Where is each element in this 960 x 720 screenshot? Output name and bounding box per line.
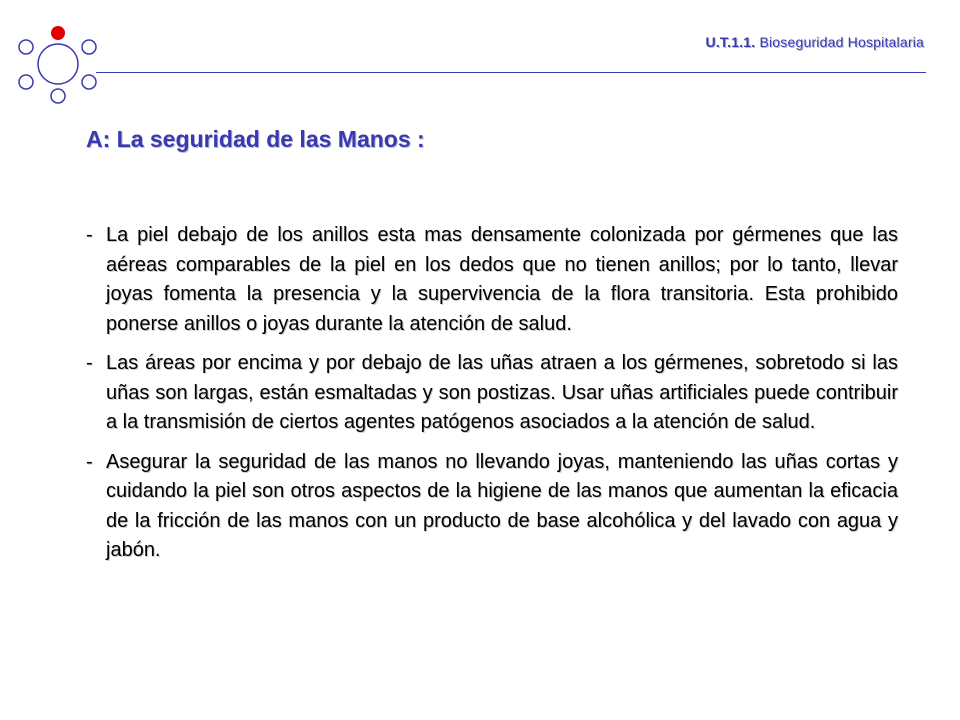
bullet-text: Asegurar la seguridad de las manos no llevando joyas, manteniendo las uñas cortas y cuidando la piel son otros aspectos de la higiene de las manos que aumentan la eficacia de la fricción de las manos con un producto de base alcohólica y del lavado con agua y jabón. <box>106 450 898 561</box>
slide-title: A: La seguridad de las Manos : <box>86 126 425 152</box>
bullet-marker: - <box>86 224 93 246</box>
bullet-marker: - <box>86 352 93 374</box>
bullet-text: La piel debajo de los anillos esta mas densamente colonizada por gérmenes que las aéreas comparables de la piel en los dedos que no tienen anillos; por lo tanto, llevar joyas fomenta la presencia y la supervivencia de la flora transitoria. Esta prohibido ponerse anillos o joyas durante la atención de salud. <box>106 224 898 335</box>
header-divider <box>96 72 926 73</box>
logo-circles-icon <box>10 20 100 110</box>
unit-subtitle: Bioseguridad Hospitalaria <box>759 34 924 50</box>
bullet-marker: - <box>86 450 93 473</box>
bullet-item <box>86 349 898 438</box>
bullet-list <box>86 221 898 576</box>
bullet-text: Las áreas por encima y por debajo de las uñas atraen a los gérmenes, sobretodo si las uñas son largas, están esmaltadas y son postizas. Usar uñas artificiales puede contribuir a la transmisión de ciertos agentes patógenos asociados a la atención de salud. <box>106 352 898 433</box>
slide-header <box>706 34 924 50</box>
bullet-item <box>86 221 898 339</box>
bullet-item <box>86 448 898 566</box>
unit-code: U.T.1.1. <box>705 34 756 50</box>
